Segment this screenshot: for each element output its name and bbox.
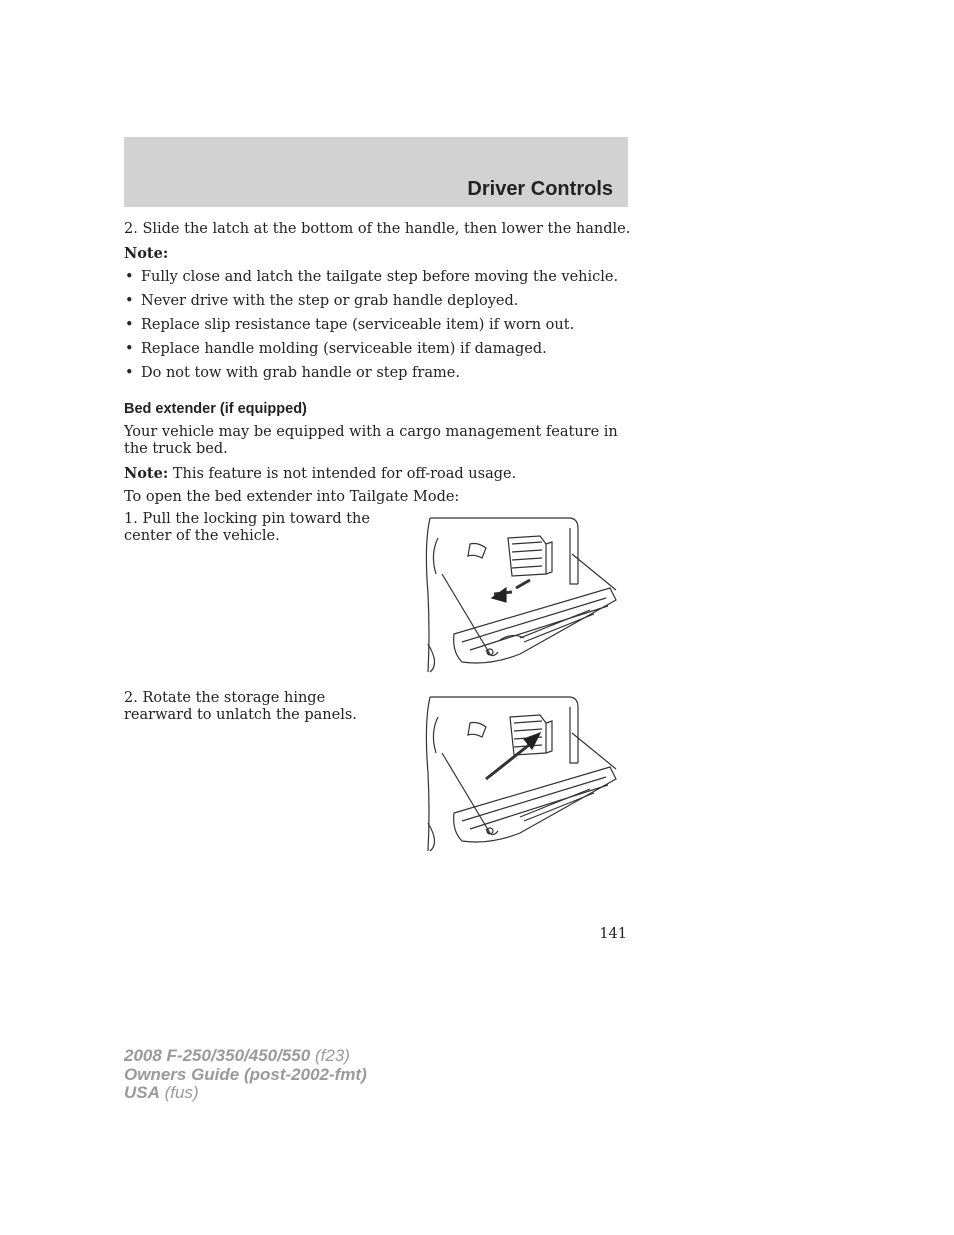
header-band <box>124 137 628 207</box>
list-item <box>124 340 618 364</box>
footer <box>124 1047 367 1103</box>
list-item <box>124 316 618 340</box>
open-intro: To open the bed extender into Tailgate Mode: <box>124 489 460 505</box>
list-item-text: Replace handle molding (serviceable item) if damaged. <box>141 341 547 357</box>
tailgate-illustration-rotate-hinge <box>420 693 620 853</box>
bullet-glyph: • <box>125 293 134 309</box>
list-item <box>124 292 618 316</box>
step-2: 2. Rotate the storage hinge rearward to unlatch the panels. <box>124 690 357 723</box>
section-note-label: Note: <box>124 465 169 482</box>
notes-list <box>124 268 618 388</box>
footer-line-guide: Owners Guide (post-2002-fmt) <box>124 1064 367 1084</box>
step-1: 1. Pull the locking pin toward the center of the vehicle. <box>124 511 370 544</box>
footer-line-model <box>124 1047 367 1066</box>
list-item <box>124 268 618 292</box>
section-note-text: This feature is not intended for off-road usage. <box>168 466 517 482</box>
list-item-text: Do not tow with grab handle or step frame. <box>141 365 460 381</box>
step-slide-latch: 2. Slide the latch at the bottom of the handle, then lower the handle. <box>124 221 631 237</box>
footer-market: USA <box>124 1083 160 1102</box>
list-item-text: Fully close and latch the tailgate step before moving the vehicle. <box>141 269 619 285</box>
footer-model-code: (f23) <box>310 1046 350 1065</box>
bullet-glyph: • <box>125 317 134 333</box>
section-intro: Your vehicle may be equipped with a cargo management feature in the truck bed. <box>124 424 618 457</box>
footer-model: 2008 F-250/350/450/550 <box>124 1046 311 1065</box>
tailgate-illustration-pull-pin <box>420 514 620 674</box>
bullet-glyph: • <box>125 341 134 357</box>
bullet-glyph: • <box>125 269 134 285</box>
list-item-text: Replace slip resistance tape (serviceable item) if worn out. <box>141 317 575 333</box>
section-note <box>124 465 516 483</box>
page-number: 141 <box>599 926 627 942</box>
note-label: Note: <box>124 245 169 262</box>
footer-line-market <box>124 1084 367 1103</box>
section-title: Driver Controls <box>467 178 613 200</box>
list-item-text: Never drive with the step or grab handle deployed. <box>141 293 519 309</box>
section-heading: Bed extender (if equipped) <box>124 401 307 417</box>
footer-market-code: (fus) <box>159 1083 199 1102</box>
bullet-glyph: • <box>125 365 134 381</box>
list-item <box>124 364 618 388</box>
